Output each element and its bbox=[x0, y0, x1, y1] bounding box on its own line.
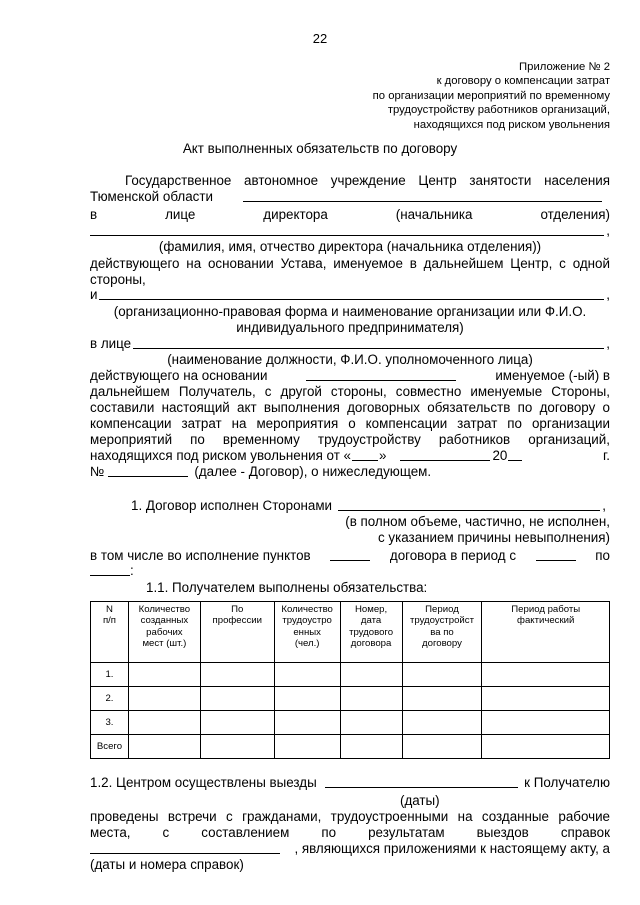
section1-text: : bbox=[130, 563, 134, 579]
header-text: N п/п bbox=[102, 604, 116, 627]
intro-line: стороны, bbox=[90, 272, 146, 287]
table-cell[interactable] bbox=[274, 711, 340, 735]
section1-text: 1. Договор исполнен Сторонами bbox=[131, 498, 333, 514]
table-cell[interactable] bbox=[402, 687, 482, 711]
intro-line bbox=[90, 189, 610, 205]
col-header-number bbox=[91, 602, 129, 663]
clauses-field[interactable] bbox=[330, 548, 370, 561]
table-header-row bbox=[91, 602, 610, 663]
section1-line bbox=[90, 548, 610, 564]
section1-text: в том числе во исполнение пунктов bbox=[90, 548, 311, 564]
intro-word: директора bbox=[263, 207, 328, 222]
intro-text: № bbox=[90, 464, 105, 480]
table-cell[interactable] bbox=[402, 711, 482, 735]
section12-line bbox=[90, 841, 610, 857]
intro-text: в лице bbox=[90, 336, 132, 352]
table-cell[interactable] bbox=[200, 687, 274, 711]
table-row bbox=[91, 687, 610, 711]
caption-dates: (даты) bbox=[400, 793, 440, 808]
basis-field[interactable] bbox=[306, 368, 456, 381]
section1-text: по bbox=[595, 548, 610, 564]
table-cell[interactable] bbox=[482, 735, 610, 759]
section1-line bbox=[90, 563, 610, 579]
intro-text: и bbox=[90, 287, 98, 303]
contract-month-field[interactable] bbox=[400, 448, 490, 461]
intro-paragraph-line: мероприятий по временному трудоустройству работников организаций, bbox=[90, 432, 610, 447]
caption-execution: (в полном объеме, частично, не исполнен, bbox=[345, 514, 610, 529]
reports-field[interactable] bbox=[90, 841, 280, 854]
intro-word: лице bbox=[165, 207, 196, 222]
intro-paragraph-line: дальнейшем Получатель, с другой стороны, совместно именуемые Стороны, bbox=[90, 384, 610, 399]
table-cell[interactable] bbox=[128, 687, 200, 711]
director-name-field[interactable] bbox=[90, 223, 604, 236]
row-label: 1. bbox=[91, 663, 129, 687]
intro-line bbox=[90, 368, 610, 384]
table-cell[interactable] bbox=[200, 711, 274, 735]
table-row bbox=[91, 735, 610, 759]
subsection-title: 1.1. Получателем выполнены обязательства: bbox=[146, 580, 428, 595]
execution-status-field[interactable] bbox=[338, 498, 600, 511]
caption-execution: с указанием причины невыполнения) bbox=[378, 530, 610, 545]
section1-text: договора в период с bbox=[389, 548, 517, 564]
contract-year-field[interactable] bbox=[508, 448, 522, 461]
intro-word: (начальника bbox=[395, 207, 473, 222]
period-end-field[interactable] bbox=[90, 563, 130, 576]
table-cell[interactable] bbox=[482, 711, 610, 735]
intro-line bbox=[90, 223, 610, 239]
page-number: 22 bbox=[312, 31, 328, 46]
table-row bbox=[91, 663, 610, 687]
table-cell[interactable] bbox=[482, 663, 610, 687]
appendix-header bbox=[270, 60, 610, 132]
table-cell[interactable] bbox=[128, 711, 200, 735]
section12-text: 1.2. Центром осуществлены выезды bbox=[90, 775, 317, 791]
section12-word: места, bbox=[90, 825, 131, 840]
header-text: Номер, дата трудового договора bbox=[349, 604, 394, 650]
col-header-jobs-created bbox=[128, 602, 200, 663]
intro-text: , bbox=[606, 336, 610, 352]
intro-line: Государственное автономное учреждение Центр занятости населения bbox=[125, 173, 610, 188]
intro-line bbox=[90, 207, 610, 223]
table-cell[interactable] bbox=[340, 687, 402, 711]
section1-line bbox=[131, 498, 606, 514]
period-start-field[interactable] bbox=[536, 548, 576, 561]
visit-dates-field[interactable] bbox=[325, 775, 518, 788]
header-text: Количество созданных рабочих мест (шт.) bbox=[138, 604, 191, 650]
section12-word: с bbox=[162, 825, 170, 840]
intro-line bbox=[90, 287, 610, 303]
caption-organization: индивидуального предпринимателя) bbox=[236, 320, 464, 335]
contract-day-field[interactable] bbox=[352, 448, 378, 461]
document-title: Акт выполненных обязательств по договору bbox=[182, 141, 458, 156]
table-row bbox=[91, 711, 610, 735]
center-name-field[interactable] bbox=[243, 189, 602, 202]
representative-field[interactable] bbox=[133, 336, 604, 349]
appendix-line: трудоустройству работников организаций, bbox=[387, 104, 610, 117]
intro-word: в bbox=[90, 207, 98, 222]
table-cell[interactable] bbox=[128, 663, 200, 687]
table-cell[interactable] bbox=[340, 735, 402, 759]
intro-text: г. bbox=[603, 448, 610, 464]
header-text: Период трудоустройст ва по договору bbox=[409, 604, 474, 650]
contract-number-field[interactable] bbox=[108, 464, 188, 477]
intro-text: именуемое (-ый) в bbox=[495, 368, 610, 384]
section12-line bbox=[90, 825, 610, 841]
intro-paragraph-line: компенсации затрат на мероприятия о компенсации затрат по организации bbox=[90, 416, 610, 431]
col-header-period-contract bbox=[402, 602, 482, 663]
section12-word: составлением bbox=[201, 825, 290, 840]
intro-line bbox=[90, 448, 610, 464]
caption-director: (фамилия, имя, отчество директора (начальника отделения)) bbox=[158, 239, 542, 254]
table-cell[interactable] bbox=[340, 663, 402, 687]
section12-word: выездов bbox=[476, 825, 529, 840]
header-text: По профессии bbox=[212, 604, 262, 627]
section12-line: проведены встречи с гражданами, трудоустроенными на созданные рабочие bbox=[90, 809, 610, 824]
intro-line: действующего на основании Устава, именуемое в дальнейшем Центр, с одной bbox=[90, 256, 610, 271]
intro-text: » bbox=[379, 448, 387, 464]
table-cell[interactable] bbox=[402, 735, 482, 759]
appendix-line: по организации мероприятий по временному bbox=[372, 89, 610, 102]
table-cell[interactable] bbox=[402, 663, 482, 687]
section12-text: к Получателю bbox=[524, 775, 610, 791]
appendix-line: Приложение № 2 bbox=[519, 61, 610, 73]
intro-text: , bbox=[606, 287, 610, 303]
row-label: Всего bbox=[91, 735, 129, 759]
section12-word: справок bbox=[560, 825, 610, 840]
col-header-profession bbox=[200, 602, 274, 663]
intro-text: Тюменской области bbox=[90, 189, 213, 205]
section12-word: по bbox=[321, 825, 337, 840]
caption-person: (наименование должности, Ф.И.О. уполномоченного лица) bbox=[167, 352, 533, 367]
intro-line bbox=[90, 336, 610, 352]
appendix-line: к договору о компенсации затрат bbox=[436, 75, 610, 88]
table-cell[interactable] bbox=[340, 711, 402, 735]
intro-text: 20 bbox=[492, 448, 508, 464]
intro-line bbox=[90, 464, 610, 480]
table-cell[interactable] bbox=[274, 735, 340, 759]
intro-text: , bbox=[606, 223, 610, 239]
table-cell[interactable] bbox=[482, 687, 610, 711]
organization-field[interactable] bbox=[99, 287, 604, 300]
header-text: Количество трудоустро енных (чел.) bbox=[281, 604, 333, 650]
table-cell[interactable] bbox=[274, 687, 340, 711]
table-cell[interactable] bbox=[128, 735, 200, 759]
header-text: Период работы фактический bbox=[511, 604, 581, 627]
section12-text: , являющихся приложениями к настоящему акту, а bbox=[294, 841, 610, 857]
intro-text: (далее - Договор), о нижеследующем. bbox=[194, 464, 432, 480]
section1-text: , bbox=[602, 498, 606, 514]
col-header-period-actual bbox=[482, 602, 610, 663]
caption-organization: (организационно-правовая форма и наименование организации или Ф.И.О. bbox=[113, 304, 587, 319]
intro-paragraph-line: составили настоящий акт выполнения договорных обязательств по договору о bbox=[90, 400, 610, 415]
table-cell[interactable] bbox=[274, 663, 340, 687]
intro-text: находящихся под риском увольнения от « bbox=[90, 448, 351, 464]
col-header-contract bbox=[340, 602, 402, 663]
row-label: 2. bbox=[91, 687, 129, 711]
intro-word: отделения) bbox=[540, 207, 610, 222]
table-cell[interactable] bbox=[200, 735, 274, 759]
appendix-line: находящихся под риском увольнения bbox=[413, 118, 610, 131]
section12-line bbox=[90, 775, 610, 791]
section12-word: результатам bbox=[368, 825, 445, 840]
caption-references: (даты и номера справок) bbox=[90, 857, 244, 872]
col-header-employed-count bbox=[274, 602, 340, 663]
table-cell[interactable] bbox=[200, 663, 274, 687]
row-label: 3. bbox=[91, 711, 129, 735]
obligations-table bbox=[90, 601, 610, 759]
intro-text: действующего на основании bbox=[90, 368, 268, 384]
